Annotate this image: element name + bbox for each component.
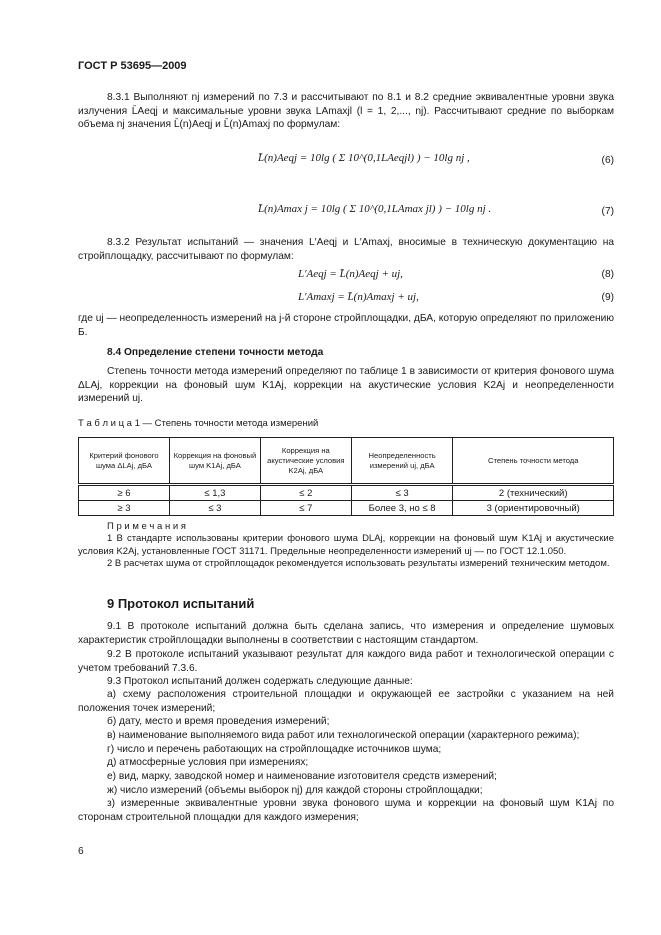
formula-8-number: (8) [601,269,614,280]
list-item: б) дату, место и время проведения измерений; [107,716,330,727]
formula-7-lhs: L̄(n)Amax j [258,203,308,215]
section-8-4-heading: 8.4 Определение степени точности метода [107,347,324,358]
table-header-cell: Критерий фонового шума ΔLAj, дБА [79,438,170,485]
table-header-cell: Неопределенность измерений uj, дБА [351,438,453,485]
table-row [79,501,614,516]
formula-7 [258,203,588,217]
formula-7-number: (7) [601,206,614,217]
paragraph-8-3-2: 8.3.2 Результат испытаний — значения L′Aeqj и L′Amaxj, вносимые в техническую документацию на стройплощадку, рассчитывают по формулам: [78,237,614,262]
list-item: в) наименование выполняемого вида работ или технологической операции (характерного режима); [107,730,580,741]
table-caption: Т а б л и ц а 1 — Степень точности метода измерений [78,418,319,429]
list-item: е) вид, марку, заводской номер и наименование изготовителя средств измерений; [107,771,497,782]
table-cell: ≤ 7 [260,501,351,516]
where-clause: где uj — неопределенность измерений на j-й стороне стройплощадки, дБА, которую определяют по приложению Б. [78,313,614,338]
table-cell: ≤ 2 [260,485,351,501]
table-header-cell: Коррекция на фоновый шум K1Aj, дБА [169,438,260,485]
table-cell: 3 (ориентировочный) [453,501,614,516]
page-number: 6 [78,846,84,857]
notes-title: П р и м е ч а н и я [107,521,186,532]
list-item: д) атмосферные условия при измерениях; [107,757,309,768]
section-8-4-text: Степень точности метода измерений определяют по таблице 1 в зависимости от критерия фонового шума ΔLAj, коррекции на фоновый шум K1Aj, коррекции на акустические условия K2Aj и неопределенности измерений uj. [78,366,614,405]
list-item: а) схему расположения строительной площадки и окружающей ее застройки с указанием на ней положения точек измерений; [78,689,614,714]
formula-9: L′Amaxj = L̄(n)Amaxj + uj, [298,291,419,303]
formula-9-number: (9) [601,292,614,303]
formula-6-number: (6) [601,155,614,166]
table-header-cell: Степень точности метода [453,438,614,485]
list-item: ж) число измерений (объемы выборок nj) для каждой стороны стройплощадки; [107,785,483,796]
note-2: 2 В расчетах шума от стройплощадок рекомендуется использовать результаты измерений техническим методом. [107,558,610,569]
paragraph-9-3: 9.3 Протокол испытаний должен содержать следующие данные: [107,676,413,687]
formula-8: L′Aeqj = L̄(n)Aeqj + uj, [298,268,403,280]
note-1: 1 В стандарте использованы критерии фонового шума DLAj, коррекции на фоновый шум K1Aj и акустические условия K2Aj, установленные ГОСТ 31171. Предельные неопределенности измерений uj — по ГОСТ 12.1.050. [78,533,614,557]
table-cell: ≤ 3 [351,485,453,501]
table-cell: 2 (технический) [453,485,614,501]
table-row [79,485,614,501]
document-header: ГОСТ Р 53695—2009 [78,60,187,72]
table-cell: ≤ 3 [169,501,260,516]
table-header-row [79,438,614,485]
table-cell: Более 3, но ≤ 8 [351,501,453,516]
section-9-heading: 9 Протокол испытаний [107,596,255,611]
formula-6-lhs: L̄(n)Aeqj [258,152,298,164]
formula-7-rhs: = 10lg ( Σ 10^(0,1LAmax jl) ) − 10lg nj . [310,203,492,215]
table-header-cell: Коррекция на акустические условия K2Aj, дБА [260,438,351,485]
table-cell: ≥ 3 [79,501,170,516]
table-cell: ≥ 6 [79,485,170,501]
paragraph-9-2: 9.2 В протоколе испытаний указывают результат для каждого вида работ и технологической операции с учетом требований 7.3.6. [78,649,614,674]
accuracy-table [78,437,614,516]
table-cell: ≤ 1,3 [169,485,260,501]
paragraph-9-1: 9.1 В протоколе испытаний должна быть сделана запись, что измерения и определение шумовых характеристик стройплощадки выполнены в соответствии с настоящим стандартом. [78,621,614,646]
paragraph-8-3-1: 8.3.1 Выполняют nj измерений по 7.3 и рассчитывают по 8.1 и 8.2 средние эквивалентные уровни звука излучения L̄Aeqj и максимальные уровни звука LAmaxjl (l = 1, 2,..., nj). Рассчитывают средние по выборкам объема nj значения L̄(n)Aeqj и L̄(n)Amaxj по формулам: [78,92,614,131]
list-item: г) число и перечень работающих на стройплощадке источников шума; [107,744,442,755]
list-item: з) измеренные эквивалентные уровни звука фонового шума и коррекции на фоновый шум K1Aj по сторонам строительной площадки для каждого измерения; [78,798,614,823]
formula-6 [258,152,588,166]
formula-6-rhs: = 10lg ( Σ 10^(0,1LAeqjl) ) − 10lg nj , [299,152,470,164]
